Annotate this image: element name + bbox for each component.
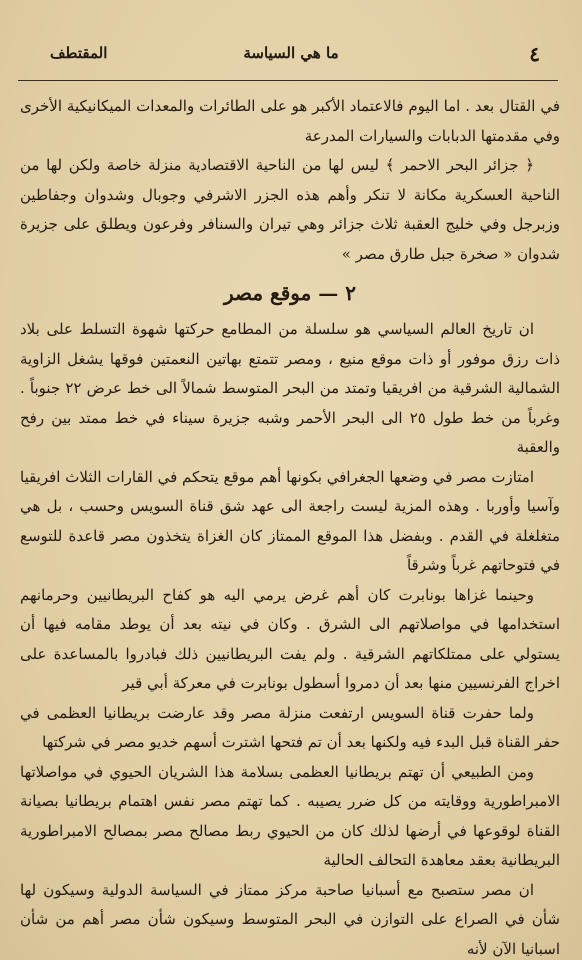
section-heading: ٢ — موقع مصر (224, 281, 356, 305)
journal-name: المقتطف (50, 44, 108, 62)
paragraph: ومن الطبيعي أن تهتم بريطانيا العظمى بسلامة هذا الشريان الحيوي في مواصلاتها الامبراطورية ووقايته من كل ضرر يصيبه . كما تهتم مصر نفس اهتمام بريطانيا بصيانة القناة لوقوعها في أرضها لذلك كان من الحيوي ربط مصالح مصر بمصالح الامبراطورية البريطانية بعقد معاهدة التحالف الحالية (20, 762, 560, 869)
paragraph: ﴿ جزائر البحر الاحمر ﴾ ليس لها من الناحية الاقتصادية منزلة خاصة ولكن لها من الناحية العسكرية مكانة لا تنكر وأهم هذه الجزر الاشرفي وجوبال وشدوان وجفاطين وزبرجل وفي خليج العقبة ثلاث جزائر وهي تيران والسنافر وفرعون ويطلق على جزيرة شدوان « صخرة جبل طارق مصر » (20, 156, 560, 263)
header-rule (18, 80, 558, 81)
page-number: ٤ (529, 42, 540, 66)
paragraph: ان مصر ستصبح مع أسبانيا صاحبة مركز ممتاز في السياسة الدولية وسيكون لها شأن في الصراع على التوازن في البحر المتوسط وسيكون شأن مصر أهم من شأن اسبانيا الآن لأنه (20, 880, 560, 958)
paragraph: وحينما غزاها بونابرت كان أهم غرض يرمي اليه هو كفاح البريطانيين وحرمانهم استخدامها في مواصلاتهم الى الشرق . وكان في نيته بعد أن يوطد مقامه فيها أن يستولي على ممتلكاتهم الشرقية . ولم يفت البريطانيين ذلك فبادروا بالمساعدة على اخراج الفرنسيين منها بعد أن دمروا أسطول بونابرت في معركة أبي قير (20, 585, 560, 692)
article-body (20, 92, 560, 960)
paragraph: ان تاريخ العالم السياسي هو سلسلة من المطامع حركتها شهوة التسلط على بلاد ذات رزق موفور أو ذات موقع منيع ، ومصر تتمتع بهاتين النعمتين فوقها يشغل الزاوية الشمالية الشرقية من افريقيا وتمتد من البحر المتوسط شمالاً الى خط عرض ٢٢ جنوباً . وغرباً من خط طول ٢٥ الى البحر الأحمر وشبه جزيرة سيناء في خط ممتد بين رفح والعقبة (20, 320, 560, 456)
page-header (28, 40, 554, 76)
paragraph: امتازت مصر في وضعها الجغرافي بكونها أهم موقع يتحكم في القارات الثلاث افريقيا وآسيا وأوربا . وهذه المزية ليست راجعة الى عهد شق قناة السويس وحسب ، بل هي متغلغلة في القدم . وبفضل هذا الموقع الممتاز كان الغزاة يتخذون مصر قاعدة للتوسع في فتوحاتهم غرباً وشرقاً (20, 467, 560, 574)
running-title: ما هي السياسة (243, 44, 339, 62)
paragraph: في القتال بعد . اما اليوم فالاعتماد الأكبر هو على الطائرات والمعدات الميكانيكية الأخرى وفي مقدمتها الدبابات والسيارات المدرعة (20, 97, 560, 145)
paragraph: ولما حفرت قناة السويس ارتفعت منزلة مصر وقد عارضت بريطانيا العظمى في حفر القناة قبل البدء فيه ولكنها بعد أن تم فتحها اشترت أسهم خديو مصر في شركتها (20, 703, 560, 751)
